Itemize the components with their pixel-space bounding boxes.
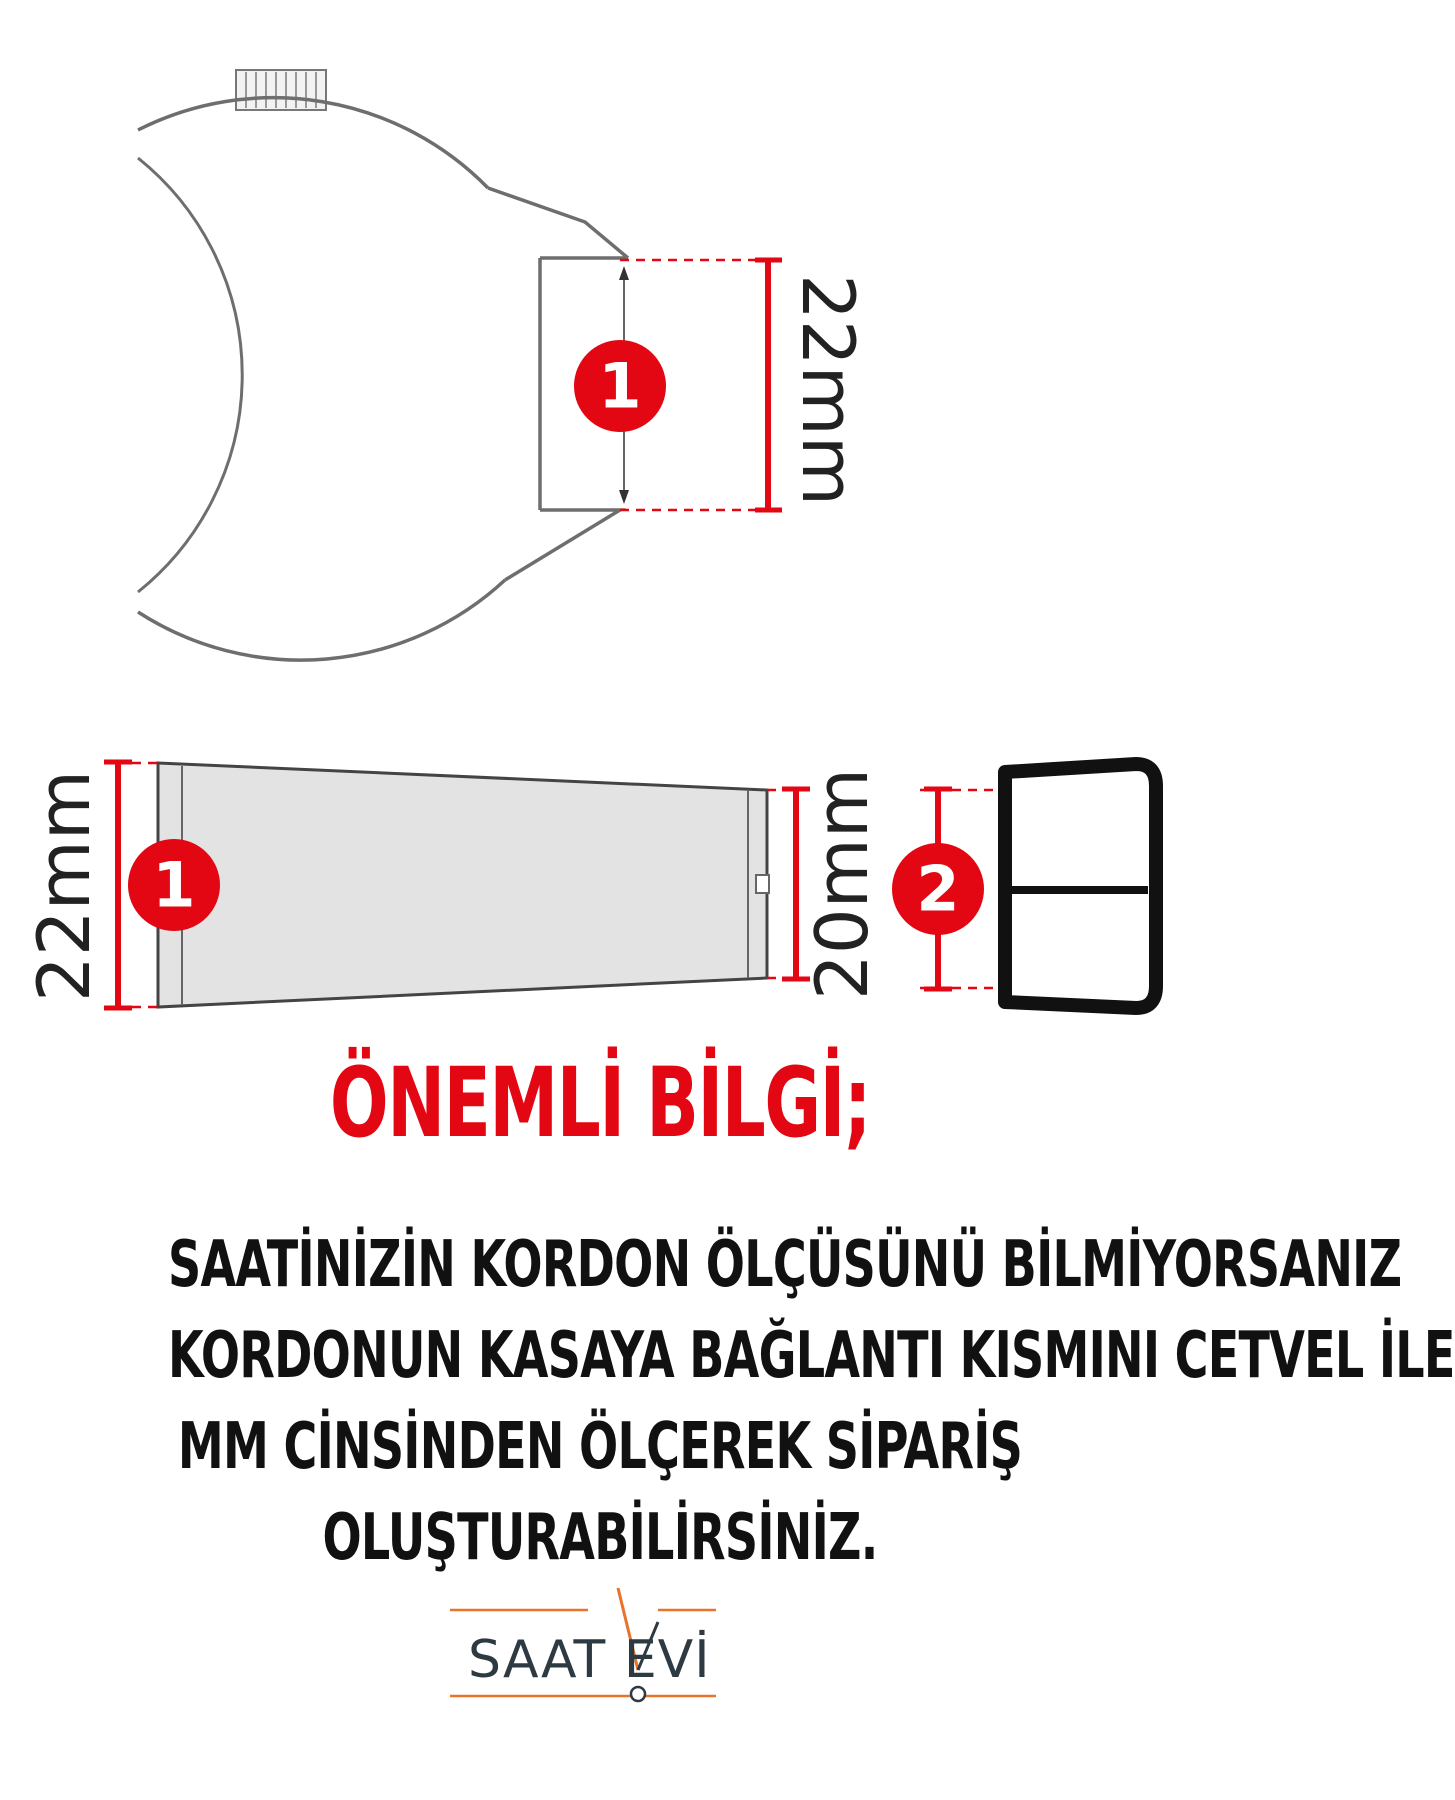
- svg-text:1: 1: [598, 349, 642, 423]
- logo-text: SAAT EVİ: [468, 1630, 711, 1690]
- notice-line: KORDONUN KASAYA BAĞLANTI KISMINI CETVEL İLE: [167, 1319, 1455, 1393]
- strap-body: [158, 763, 769, 1007]
- watch-crown: [236, 70, 326, 110]
- lug-width-label: 22mm: [786, 274, 870, 506]
- svg-text:2: 2: [916, 852, 960, 926]
- saat-evi-logo: [448, 1578, 718, 1708]
- marker-1-strap: [128, 839, 220, 931]
- marker-1-top: [574, 340, 666, 432]
- strap-narrow-label: 20mm: [800, 768, 884, 1000]
- notice-body: [167, 1220, 1455, 1584]
- strap-wide-label: 22mm: [22, 770, 106, 1002]
- notice-line: OLUŞTURABİLİRSİNİZ.: [322, 1501, 878, 1575]
- buckle: [1000, 764, 1156, 1008]
- watch-case: [138, 98, 628, 660]
- marker-2: [892, 843, 984, 935]
- notice-heading: ÖNEMLİ BİLGİ;: [329, 1047, 871, 1159]
- notice-line: SAATİNİZİN KORDON ÖLÇÜSÜNÜ BİLMİYORSANIZ: [167, 1228, 1402, 1302]
- notice-line: MM CİNSİNDEN ÖLÇEREK SİPARİŞ: [177, 1410, 1023, 1484]
- svg-text:1: 1: [152, 848, 196, 922]
